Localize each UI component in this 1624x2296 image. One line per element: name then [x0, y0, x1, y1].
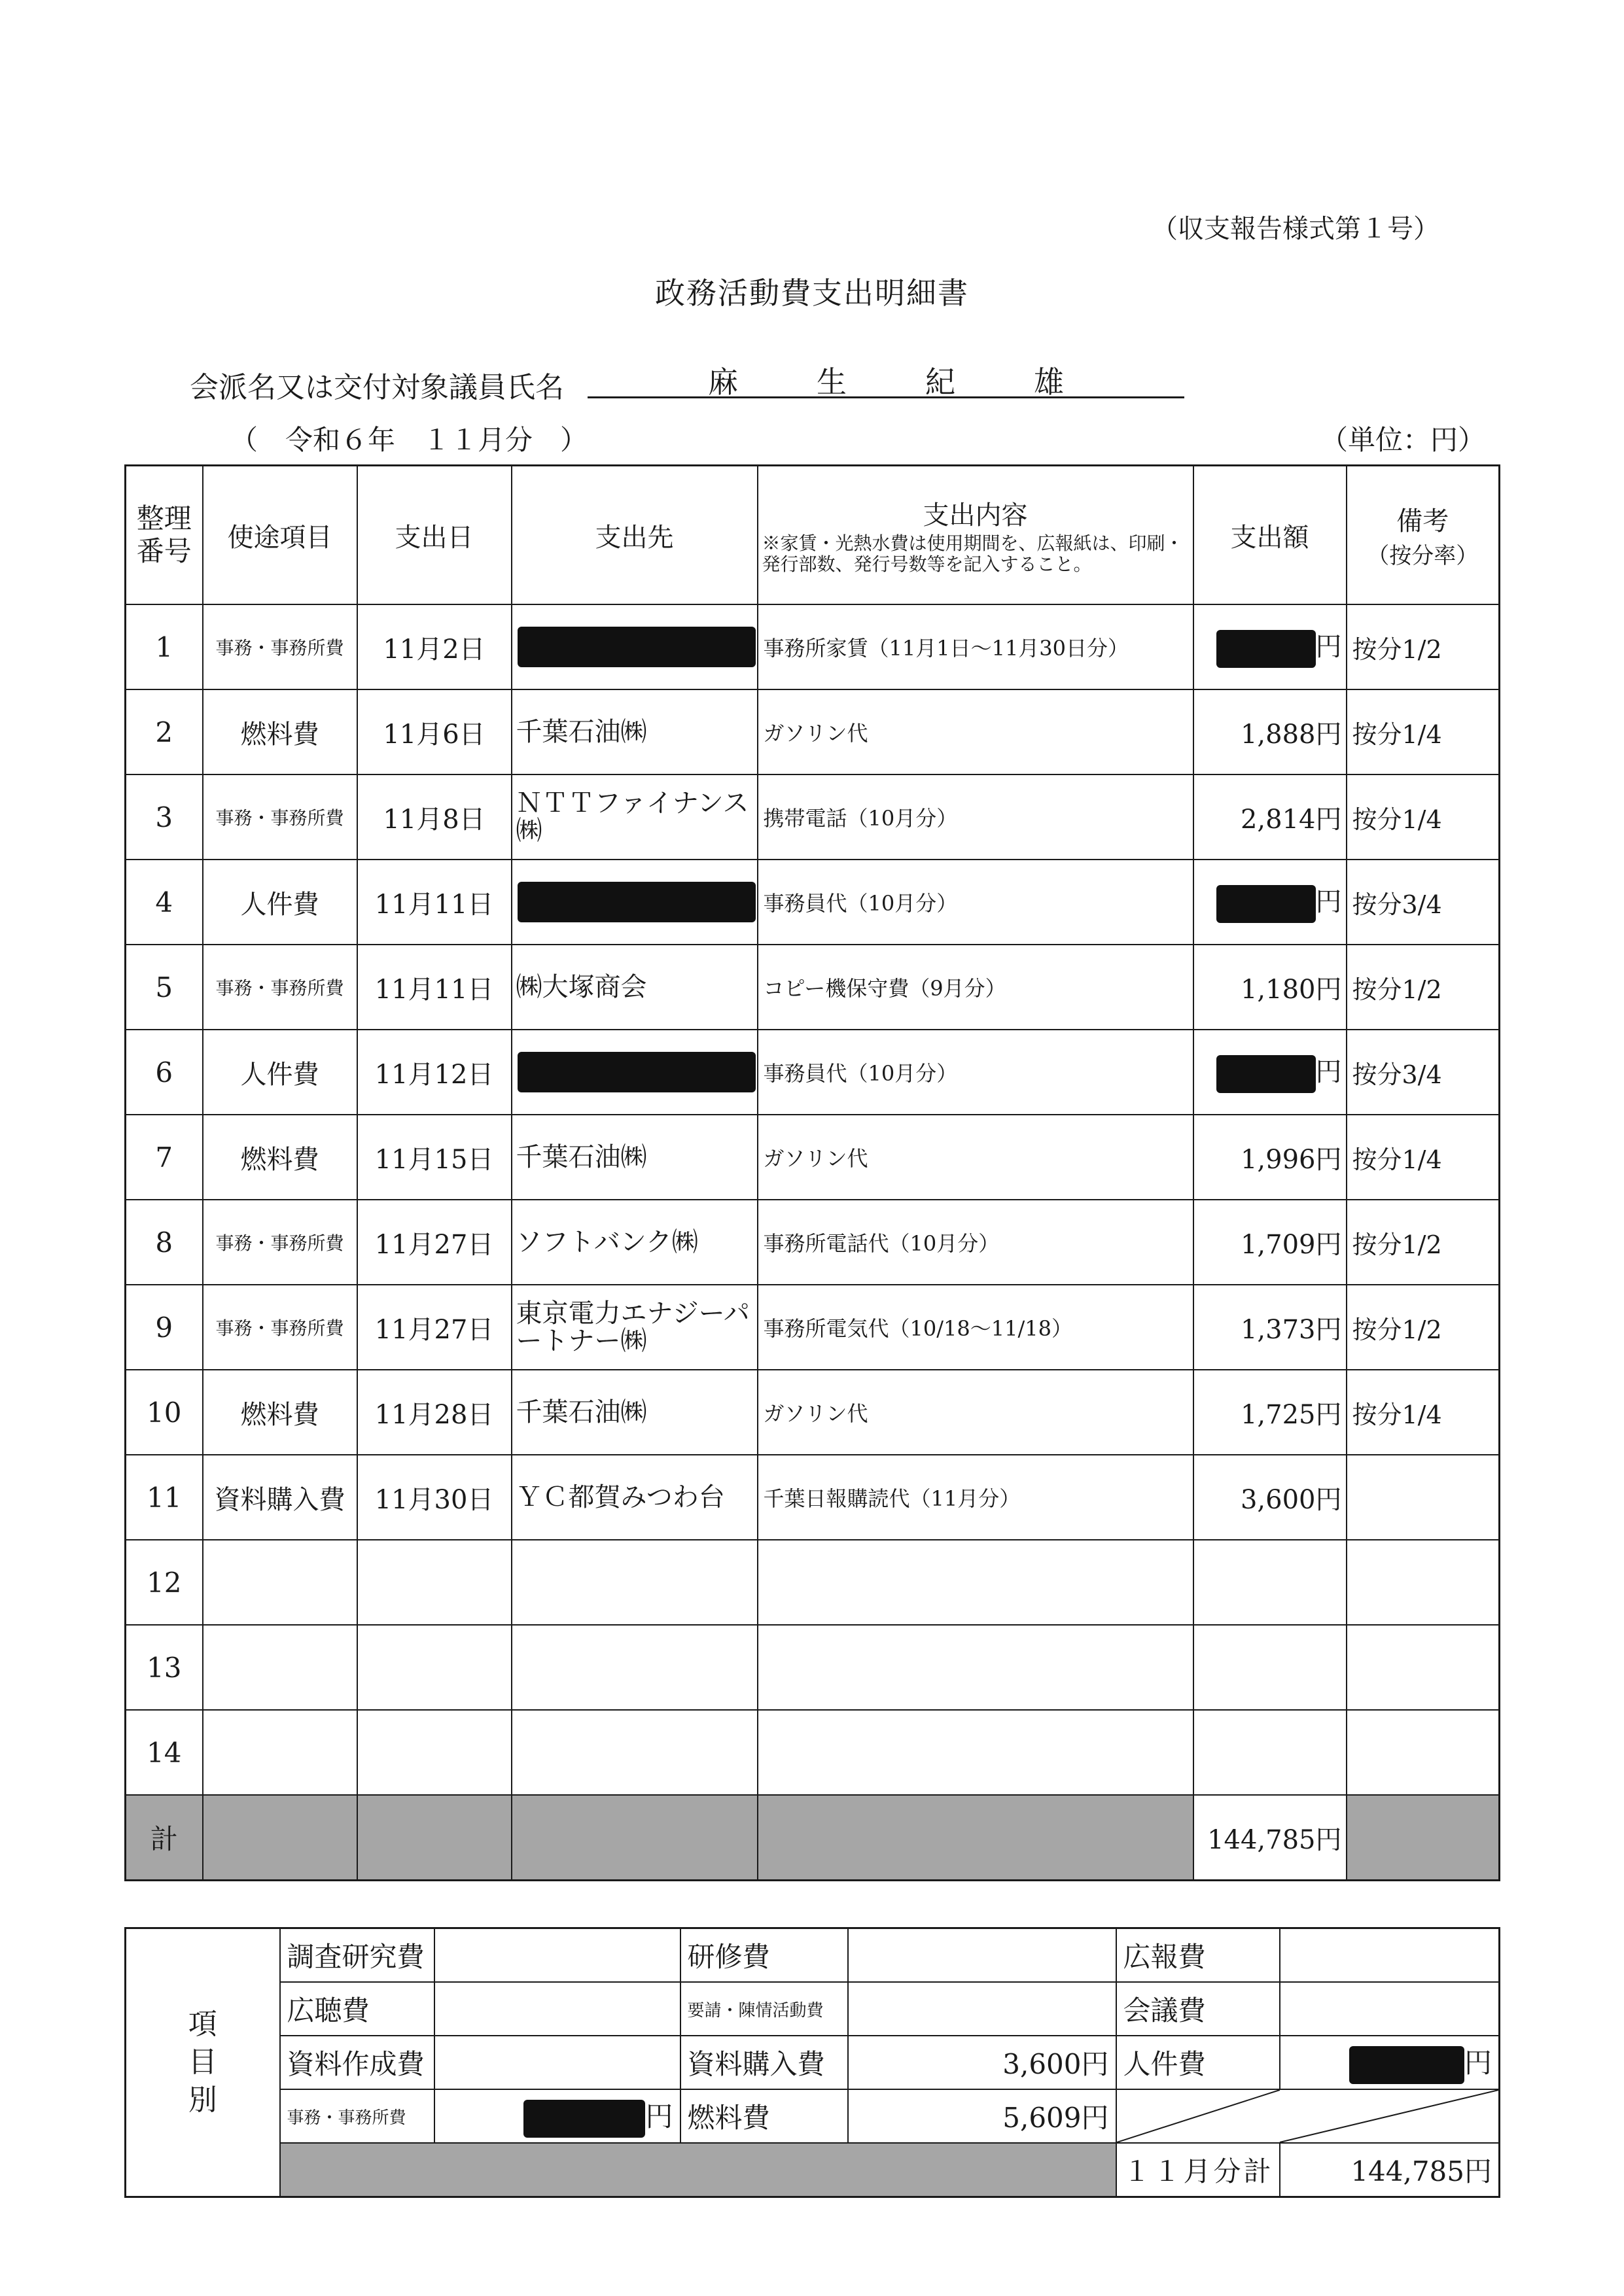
expense-content: コピー機保守費（9月分） — [758, 945, 1193, 1030]
expense-amount — [1193, 1455, 1347, 1540]
expense-amount — [1193, 1625, 1347, 1710]
allocation-ratio — [1347, 1455, 1500, 1540]
table-row — [126, 1455, 1500, 1540]
expense-date: 11月11日 — [357, 945, 512, 1030]
redaction-bar — [1216, 885, 1316, 923]
use-item: 資料購入費 — [203, 1455, 357, 1540]
category-summary-table — [124, 1927, 1500, 2198]
header-note — [1347, 466, 1500, 605]
use-item: 事務・事務所費 — [203, 774, 357, 860]
amount-value: 1,996 — [1240, 1144, 1316, 1175]
expense-date: 11月30日 — [357, 1455, 512, 1540]
amount-unit: 円 — [1315, 1144, 1342, 1175]
total-row — [126, 1795, 1500, 1881]
summary-side-label — [126, 1928, 280, 2197]
payee: 千葉石油㈱ — [512, 1115, 758, 1200]
summary-row — [126, 1928, 1500, 1983]
payee: ＮＴＴファイナンス㈱ — [512, 774, 758, 860]
expense-amount — [1193, 945, 1347, 1030]
label-research: 調査研究費 — [280, 1928, 434, 1983]
use-item: 事務・事務所費 — [203, 945, 357, 1030]
expense-content: 携帯電話（10月分） — [758, 774, 1193, 860]
table-row — [126, 1710, 1500, 1795]
row-number: 4 — [126, 860, 203, 945]
amount-unit: 円 — [1315, 1314, 1342, 1345]
amount-office — [434, 2089, 680, 2143]
member-underline — [588, 396, 1184, 398]
table-header-row — [126, 466, 1500, 605]
allocation-ratio: 按分1/4 — [1347, 689, 1500, 774]
amount-value: 1,373 — [1240, 1314, 1316, 1345]
amount-doc-creation — [434, 2036, 680, 2089]
allocation-ratio: 按分1/4 — [1347, 1370, 1500, 1455]
member-name-char: 生 — [817, 364, 847, 400]
expense-date: 11月15日 — [357, 1115, 512, 1200]
side-char: 目 — [188, 2045, 217, 2079]
amount-unit: 円 — [1315, 1057, 1342, 1087]
summary-row — [126, 2036, 1500, 2089]
expense-amount — [1193, 689, 1347, 774]
expense-date: 11月27日 — [357, 1285, 512, 1370]
total-shaded-cell — [357, 1795, 512, 1881]
member-name-char: 麻 — [708, 364, 738, 400]
label-pr: 広報費 — [1116, 1928, 1280, 1983]
expense-content: 事務所電話代（10月分） — [758, 1200, 1193, 1285]
label-training: 研修費 — [680, 1928, 848, 1983]
expense-amount — [1193, 1030, 1347, 1115]
header-no: 整理番号 — [126, 466, 203, 605]
header-use: 使途項目 — [203, 466, 357, 605]
table-row — [126, 1540, 1500, 1625]
report-period: （ 令和６年 １１月分 ） — [230, 424, 588, 456]
allocation-ratio: 按分1/4 — [1347, 774, 1500, 860]
label-meeting: 会議費 — [1116, 1982, 1280, 2036]
header-amount: 支出額 — [1193, 466, 1347, 605]
blank-crossed-cell — [1116, 2089, 1500, 2143]
amount-petition — [848, 1982, 1116, 2036]
expense-content: 千葉日報購読代（11月分） — [758, 1455, 1193, 1540]
use-item: 燃料費 — [203, 1115, 357, 1200]
row-number: 5 — [126, 945, 203, 1030]
amount-unit: 円 — [1315, 974, 1342, 1005]
amount-hearing — [434, 1982, 680, 2036]
use-item: 事務・事務所費 — [203, 1285, 357, 1370]
payee — [512, 1030, 758, 1115]
total-shaded-cell — [1347, 1795, 1500, 1881]
amount-unit: 円 — [1315, 1399, 1342, 1430]
summary-row — [126, 2089, 1500, 2143]
allocation-ratio: 按分3/4 — [1347, 1030, 1500, 1115]
row-number: 10 — [126, 1370, 203, 1455]
label-hearing: 広聴費 — [280, 1982, 434, 2036]
diagonal-lines — [1117, 2090, 1499, 2142]
expense-date: 11月8日 — [357, 774, 512, 860]
expense-content: 事務所家賃（11月1日～11月30日分） — [758, 604, 1193, 689]
expense-content: 事務員代（10月分） — [758, 860, 1193, 945]
expense-date: 11月28日 — [357, 1370, 512, 1455]
payee: 千葉石油㈱ — [512, 1370, 758, 1455]
expense-date: 11月11日 — [357, 860, 512, 945]
redaction-bar — [518, 882, 756, 922]
table-row — [126, 1030, 1500, 1115]
expense-content: 事務員代（10月分） — [758, 1030, 1193, 1115]
amount-value: 3,600 — [1240, 1484, 1316, 1515]
expense-amount — [1193, 1540, 1347, 1625]
payee — [512, 604, 758, 689]
use-item — [203, 1540, 357, 1625]
use-item: 燃料費 — [203, 689, 357, 774]
total-shaded-cell — [758, 1795, 1193, 1881]
amount-unit: 円 — [1315, 1484, 1342, 1515]
row-number: 6 — [126, 1030, 203, 1115]
amount-value: 1,709 — [1240, 1229, 1316, 1260]
table-row — [126, 604, 1500, 689]
amount-unit: 円 — [1315, 719, 1342, 750]
total-amount: 144,785円 — [1193, 1795, 1347, 1881]
amount-fuel: 5,609円 — [848, 2089, 1116, 2143]
label-fuel: 燃料費 — [680, 2089, 848, 2143]
amount-meeting — [1280, 1982, 1500, 2036]
label-doc-creation: 資料作成費 — [280, 2036, 434, 2089]
expense-amount — [1193, 1285, 1347, 1370]
table-row — [126, 1625, 1500, 1710]
document-title: 政務活動費支出明細書 — [655, 275, 969, 311]
expense-date: 11月12日 — [357, 1030, 512, 1115]
amount-unit: 円 — [1315, 804, 1342, 835]
use-item: 人件費 — [203, 1030, 357, 1115]
redaction-bar — [518, 1052, 756, 1092]
redaction-bar — [518, 627, 756, 667]
expense-amount — [1193, 1370, 1347, 1455]
table-row — [126, 774, 1500, 860]
month-total-amount: 144,785円 — [1280, 2143, 1500, 2197]
expense-date — [357, 1710, 512, 1795]
side-char: 項 — [188, 2008, 217, 2041]
expense-content: 事務所電気代（10/18～11/18） — [758, 1285, 1193, 1370]
payee: ソフトバンク㈱ — [512, 1200, 758, 1285]
payee — [512, 1540, 758, 1625]
expense-content — [758, 1710, 1193, 1795]
amount-doc-purchase: 3,600円 — [848, 2036, 1116, 2089]
table-row — [126, 860, 1500, 945]
header-note-title: 備考 — [1396, 506, 1449, 536]
total-shaded-cell — [512, 1795, 758, 1881]
amount-unit: 円 — [1464, 2046, 1492, 2079]
expense-amount — [1193, 1200, 1347, 1285]
expense-content: ガソリン代 — [758, 1370, 1193, 1455]
header-content — [758, 466, 1193, 605]
header-note-sub: （按分率） — [1367, 543, 1479, 569]
side-char: 別 — [188, 2083, 217, 2117]
summary-row — [126, 1982, 1500, 2036]
row-number: 7 — [126, 1115, 203, 1200]
amount-value: 1,180 — [1240, 974, 1316, 1005]
allocation-ratio: 按分1/2 — [1347, 1285, 1500, 1370]
payee: 東京電力エナジーパートナー㈱ — [512, 1285, 758, 1370]
row-number: 8 — [126, 1200, 203, 1285]
expense-date — [357, 1625, 512, 1710]
allocation-ratio: 按分1/4 — [1347, 1115, 1500, 1200]
expense-amount — [1193, 1115, 1347, 1200]
member-name — [588, 358, 1184, 402]
table-row — [126, 1200, 1500, 1285]
table-row — [126, 1285, 1500, 1370]
redaction-bar — [1216, 630, 1316, 668]
allocation-ratio: 按分1/2 — [1347, 604, 1500, 689]
header-payee: 支出先 — [512, 466, 758, 605]
allocation-ratio — [1347, 1625, 1500, 1710]
amount-unit: 円 — [645, 2100, 673, 2132]
expense-amount — [1193, 604, 1347, 689]
payee: ㈱大塚商会 — [512, 945, 758, 1030]
expense-date — [357, 1540, 512, 1625]
amount-unit: 円 — [1315, 632, 1342, 662]
allocation-ratio: 按分1/2 — [1347, 1200, 1500, 1285]
label-petition: 要請・陳情活動費 — [680, 1982, 848, 2036]
expense-content: ガソリン代 — [758, 689, 1193, 774]
allocation-ratio — [1347, 1710, 1500, 1795]
use-item: 燃料費 — [203, 1370, 357, 1455]
row-number: 13 — [126, 1625, 203, 1710]
header-content-note: ※家賃・光熱水費は使用期間を、広報紙は、印刷・発行部数、発行号数等を記入すること。 — [762, 532, 1184, 575]
expense-date: 11月2日 — [357, 604, 512, 689]
use-item: 事務・事務所費 — [203, 604, 357, 689]
member-name-char: 紀 — [925, 364, 955, 400]
payee: 千葉石油㈱ — [512, 689, 758, 774]
table-row — [126, 1370, 1500, 1455]
member-name-char: 雄 — [1034, 364, 1064, 400]
total-label: 計 — [126, 1795, 203, 1881]
unit-label: （単位：円） — [1320, 424, 1486, 456]
form-number: （収支報告様式第１号） — [1152, 214, 1439, 244]
member-label: 会派名又は交付対象議員氏名 — [190, 371, 564, 404]
summary-shaded-area — [280, 2143, 1116, 2197]
table-row — [126, 689, 1500, 774]
redaction-bar — [523, 2100, 645, 2138]
label-doc-purchase: 資料購入費 — [680, 2036, 848, 2089]
amount-value: 1,725 — [1240, 1399, 1316, 1430]
total-shaded-cell — [203, 1795, 357, 1881]
allocation-ratio: 按分1/2 — [1347, 945, 1500, 1030]
row-number: 11 — [126, 1455, 203, 1540]
expense-amount — [1193, 860, 1347, 945]
row-number: 12 — [126, 1540, 203, 1625]
use-item: 事務・事務所費 — [203, 1200, 357, 1285]
amount-pr — [1280, 1928, 1500, 1983]
expenditure-table — [124, 464, 1500, 1881]
payee: ＹＣ都賀みつわ台 — [512, 1455, 758, 1540]
summary-total-row — [126, 2143, 1500, 2197]
table-row — [126, 945, 1500, 1030]
payee — [512, 1710, 758, 1795]
label-personnel: 人件費 — [1116, 2036, 1280, 2089]
row-number: 2 — [126, 689, 203, 774]
allocation-ratio — [1347, 1540, 1500, 1625]
row-number: 14 — [126, 1710, 203, 1795]
payee — [512, 860, 758, 945]
amount-personnel — [1280, 2036, 1500, 2089]
expense-amount — [1193, 774, 1347, 860]
expense-date: 11月27日 — [357, 1200, 512, 1285]
row-number: 3 — [126, 774, 203, 860]
redaction-bar — [1216, 1055, 1316, 1093]
amount-value: 2,814 — [1240, 804, 1316, 835]
header-date: 支出日 — [357, 466, 512, 605]
expense-date: 11月6日 — [357, 689, 512, 774]
amount-value: 1,888 — [1240, 719, 1316, 750]
amount-unit: 円 — [1315, 887, 1342, 917]
expense-content — [758, 1540, 1193, 1625]
table-row — [126, 1115, 1500, 1200]
amount-research — [434, 1928, 680, 1983]
row-number: 1 — [126, 604, 203, 689]
expense-content — [758, 1625, 1193, 1710]
use-item — [203, 1625, 357, 1710]
payee — [512, 1625, 758, 1710]
use-item: 人件費 — [203, 860, 357, 945]
amount-training — [848, 1928, 1116, 1983]
expense-content: ガソリン代 — [758, 1115, 1193, 1200]
use-item — [203, 1710, 357, 1795]
header-content-title: 支出内容 — [923, 500, 1028, 531]
amount-unit: 円 — [1315, 1229, 1342, 1260]
allocation-ratio: 按分3/4 — [1347, 860, 1500, 945]
row-number: 9 — [126, 1285, 203, 1370]
month-total-label: １１月分計 — [1116, 2143, 1280, 2197]
label-office: 事務・事務所費 — [280, 2089, 434, 2143]
expense-amount — [1193, 1710, 1347, 1795]
redaction-bar — [1349, 2046, 1464, 2084]
